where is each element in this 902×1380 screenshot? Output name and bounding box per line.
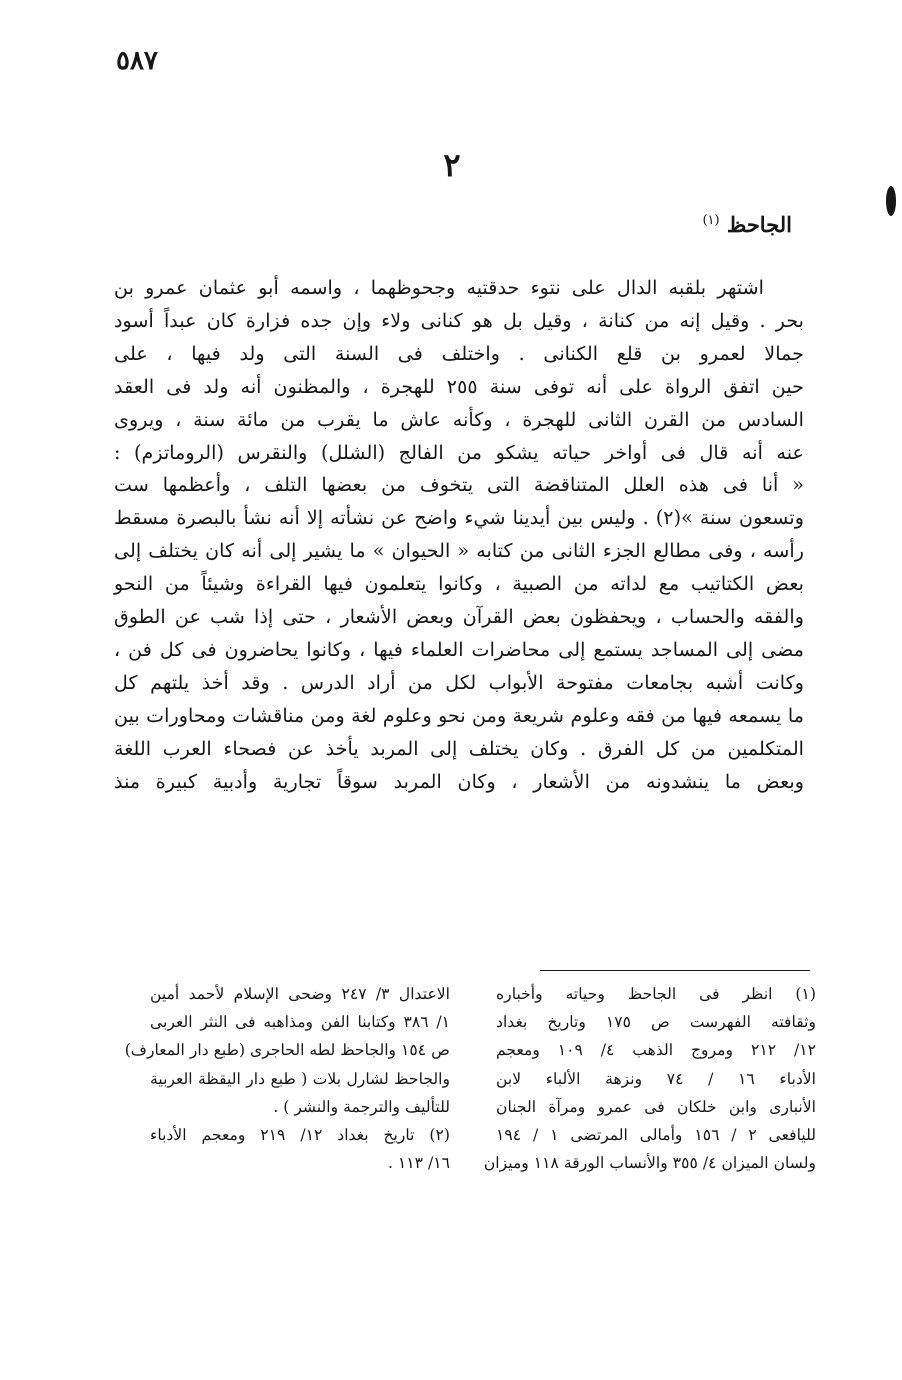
text-line: بعض الكتاتيب مع لداته من الصبية ، وكانوا يتعلمون فيها القراءة وشيئاً من النحو: [114, 572, 804, 596]
footnote-divider: [540, 970, 810, 971]
text-line: عنه أنه قال فى أواخر حياته يشكو من الفالج (الشلل) والنقرس (الروماتزم) :: [114, 440, 804, 464]
footnote-line: الأنبارى وابن خلكان فى عمرو ومرآة الجنان: [496, 1097, 816, 1116]
page-number: ٥٨٧: [116, 46, 158, 76]
footnote-line: الاعتدال ٣/ ٢٤٧ وضحى الإسلام لأحمد أمين: [150, 985, 450, 1003]
footnote-line: ولسان الميزان ٤/ ٣٥٥ والأنساب الورقة ١١٨ وميزان: [483, 1154, 816, 1173]
text-line: رأسه ، وفى مطالع الجزء الثانى من كتابه « الحيوان » ما يشير إلى أنه كان يختلف إلى: [114, 539, 804, 563]
text-line: المتكلمين من كل الفرق . وكان يختلف إلى المربد يأخذ عن فصحاء العرب اللغة: [114, 736, 804, 760]
footnotes-left-column: [124, 980, 450, 1177]
text-line: والفقه والحساب ، ويحفظون بعض القرآن وبعض الأشعار ، حتى إذا شب عن الطوق: [114, 605, 804, 629]
heading-footnote-marker: (١): [702, 213, 720, 228]
entry-heading: [702, 212, 792, 237]
heading-title: الجاحظ: [726, 212, 792, 237]
footnote-line: الأدباء ١٦ / ٧٤ ونزهة الألباء لابن: [496, 1069, 816, 1088]
text-line: مضى إلى المساجد يستمع إلى محاضرات العلماء فيها ، وكانوا يحاضرون فى كل فن ،: [114, 637, 804, 661]
text-line: ما يسمعه فيها من فقه وعلوم شريعة ومن نحو وعلوم لغة ومن مناقشات ومحاورات بين: [114, 703, 804, 727]
footnote-line: للتأليف والترجمة والنشر ) .: [273, 1097, 450, 1116]
footnote-line: وثقافته الفهرست ص ١٧٥ وتاريخ بغداد: [496, 1013, 816, 1032]
footnote-line: ص ١٥٤ والجاحظ لطه الحاجرى (طبع دار المعارف): [124, 1041, 450, 1060]
text-line: جمالا لعمرو بن قلع الكنانى . واختلف فى السنة التى ولد فيها ، على: [114, 341, 804, 365]
footnote-line: ١٢/ ٢١٢ ومروج الذهب ٤/ ١٠٩ ومعجم: [496, 1041, 816, 1060]
footnotes-right-column: [483, 980, 816, 1177]
text-line: اشتهر بلقبه الدال على نتوء حدقتيه وجحوظهما ، واسمه أبو عثمان عمرو بن: [114, 276, 764, 299]
text-line: السادس من القرن الثانى للهجرة ، وكأنه عاش ما يقرب من مائة سنة ، ويروى: [114, 407, 804, 431]
margin-mark: [886, 186, 896, 216]
footnote-line: لليافعى ٢ / ١٥٦ وأمالى المرتضى ١ / ١٩٤: [496, 1126, 816, 1145]
text-line: حين اتفق الرواة على أنه توفى سنة ٢٥٥ للهجرة ، والمظنون أنه ولد فى العقد: [114, 374, 804, 398]
text-line: بحر . وقيل إنه من كنانة ، وقيل بل هو كنانى ولاء وإن جده فزارة كان عبداً أسود: [114, 308, 804, 332]
main-text: [114, 272, 804, 799]
footnote-line: ١/ ٣٨٦ وكتابنا الفن ومذاهبه فى النثر العربى: [150, 1013, 450, 1032]
text-line: وكانت أشبه بجامعات مفتوحة الأبواب لكل من أراد الدرس . وقد أخذ يلتهم كل: [114, 670, 804, 694]
footnote-line: (١) انظر فى الجاحظ وحياته وأخباره: [496, 985, 816, 1003]
text-line: وتسعون سنة »(٢) . وليس بين أيدينا شيء واضح عن نشأته إلا أنه نشأ بالبصرة مسقط: [114, 506, 805, 530]
text-line: وبعض ما ينشدونه من الأشعار ، وكان المربد سوقاً تجارية وأدبية كبيرة منذ: [114, 769, 804, 793]
section-number: ٢: [443, 146, 461, 184]
text-line: « أنا فى هذه العلل المتناقضة التى يتخوف من بعضها التلف ، وأعظمها ست: [114, 473, 804, 497]
footnote-line: (٢) تاريخ بغداد ١٢/ ٢١٩ ومعجم الأدباء: [150, 1126, 450, 1145]
footnote-line: ١٦/ ١١٣ .: [387, 1154, 450, 1173]
footnote-line: والجاحظ لشارل بلات ( طبع دار اليقظة العربية: [150, 1069, 450, 1088]
